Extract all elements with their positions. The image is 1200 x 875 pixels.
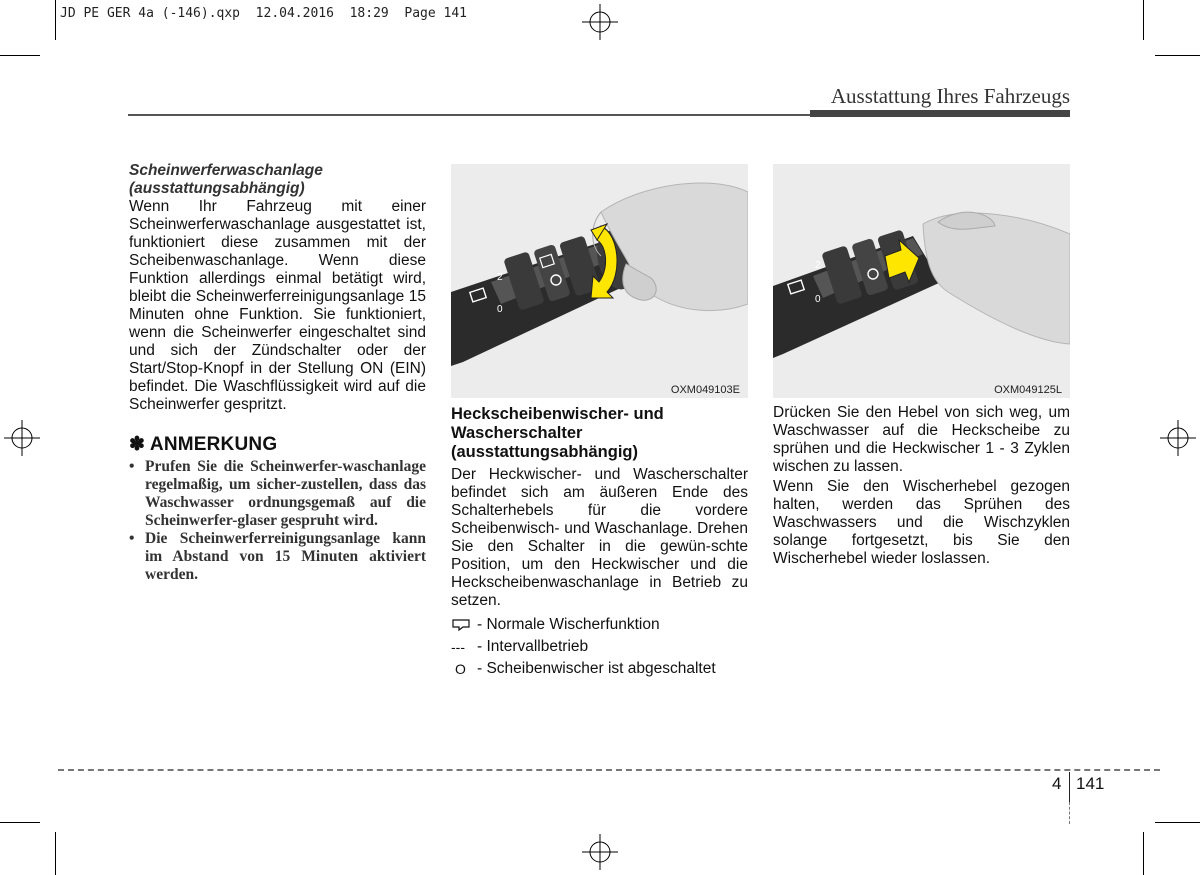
crop-mark [1155,55,1200,56]
wiper-lever-illustration [773,164,1070,398]
registration-mark-icon [582,4,618,40]
legend-row-normal [451,616,748,634]
crop-mark [1155,822,1200,823]
legend-text: - Normale Wischerfunktion [477,616,660,633]
hold-lever-paragraph: Wenn Sie den Wischerhebel gezogen halten, werden das Sprühen des Waschwassers und die Wischzyklen solange fortgesetzt, bis Sie den Wischerhebel wieder loslassen. [773,478,1070,567]
legend-row-interval [451,638,748,656]
crop-mark [1143,0,1144,40]
note-item: • Prufen Sie die Scheinwerfer-waschanlage regelmaßig, um sicher-zustellen, dass das Waschwasser ordnungsgemaß auf die Scheinwerfer-glaser gespruht wird. [129,458,426,530]
crop-mark [0,55,40,56]
print-slug-line: JD PE GER 4a (-146).qxp 12.04.2016 18:29 Page 141 [60,6,467,21]
registration-mark-icon [582,834,618,870]
page-number: 141 [1076,774,1105,793]
chapter-number: 4 [1052,774,1062,793]
left-column [129,162,426,584]
figure-rear-wiper-rotate [451,164,748,398]
note-title: ✽ ANMERKUNG [129,434,278,455]
note-list [129,458,426,584]
crop-mark [55,832,56,875]
middle-column [451,405,748,678]
legend-row-off [451,660,748,678]
svg-text:2: 2 [497,272,503,283]
rear-wiper-heading: Heckscheibenwischer- und Wascherschalter (ausstattungsabhängig) [451,405,664,461]
footer-dashed-rule [58,769,1160,771]
figure-rear-wiper-push [773,164,1070,398]
svg-text:0: 0 [815,294,821,305]
figure-code: OXM049103E [670,384,740,396]
page-number-divider [1069,772,1070,802]
wiper-symbol-icon [451,618,477,632]
right-column [773,404,1070,568]
header-rule-thick [810,110,1070,117]
wiper-lever-illustration [451,164,748,398]
note-item: • Die Scheinwerferreinigungsanlage kann im Abstand von 15 Minuten aktiviert werden. [129,530,426,584]
legend-symbol: O [455,661,466,677]
headlamp-washer-heading: Scheinwerferwaschanlage (ausstattungsabhängig) [129,162,323,197]
figure-code: OXM049125L [994,384,1062,396]
svg-text:2: 2 [815,260,821,271]
legend-text: - Intervallbetrieb [477,638,589,655]
legend-text: - Scheibenwischer ist abgeschaltet [477,660,716,677]
header-rule [128,114,810,116]
crop-mark [1143,832,1144,875]
crop-mark [0,822,40,823]
section-title: Ausstattung Ihres Fahrzeugs [830,84,1070,108]
legend-symbol: --- [451,639,465,655]
crop-mark [55,0,56,40]
registration-mark-icon [4,420,40,456]
rear-wiper-body: Der Heckwischer- und Wascherschalter befindet sich am äußeren Ende des Schalterhebels für die vordere Scheibenwisch- und Waschanlage. Drehen Sie den Schalter in die gewün-schte Position, um den Heckwischer und die Heckscheibenwaschanlage in Betrieb zu setzen. [451,466,748,609]
svg-text:0: 0 [497,304,503,315]
push-lever-paragraph: Drücken Sie den Hebel von sich weg, um Waschwasser auf die Heckscheibe zu sprühen und die Heckwischer 1 - 3 Zyklen wischen zu lassen. [773,404,1070,475]
footer-dashed-vertical [1069,802,1070,824]
headlamp-washer-body: Wenn Ihr Fahrzeug mit einer Scheinwerferwaschanlage ausgestattet ist, funktioniert diese zusammen mit der Scheibenwaschanlage. Wenn diese Funktion allerdings einmal betätigt wird, bleibt die Scheinwerferreinigungsanlage 15 Minuten ohne Funktion. Sie funktioniert, wenn die Scheinwerfer eingeschaltet sind und sich der Zündschalter oder der Start/Stop-Knopf in der Stellung ON (EIN) befindet. Die Waschflüssigkeit wird auf die Scheinwerfer gespritzt. [129,198,426,413]
registration-mark-icon [1160,420,1196,456]
